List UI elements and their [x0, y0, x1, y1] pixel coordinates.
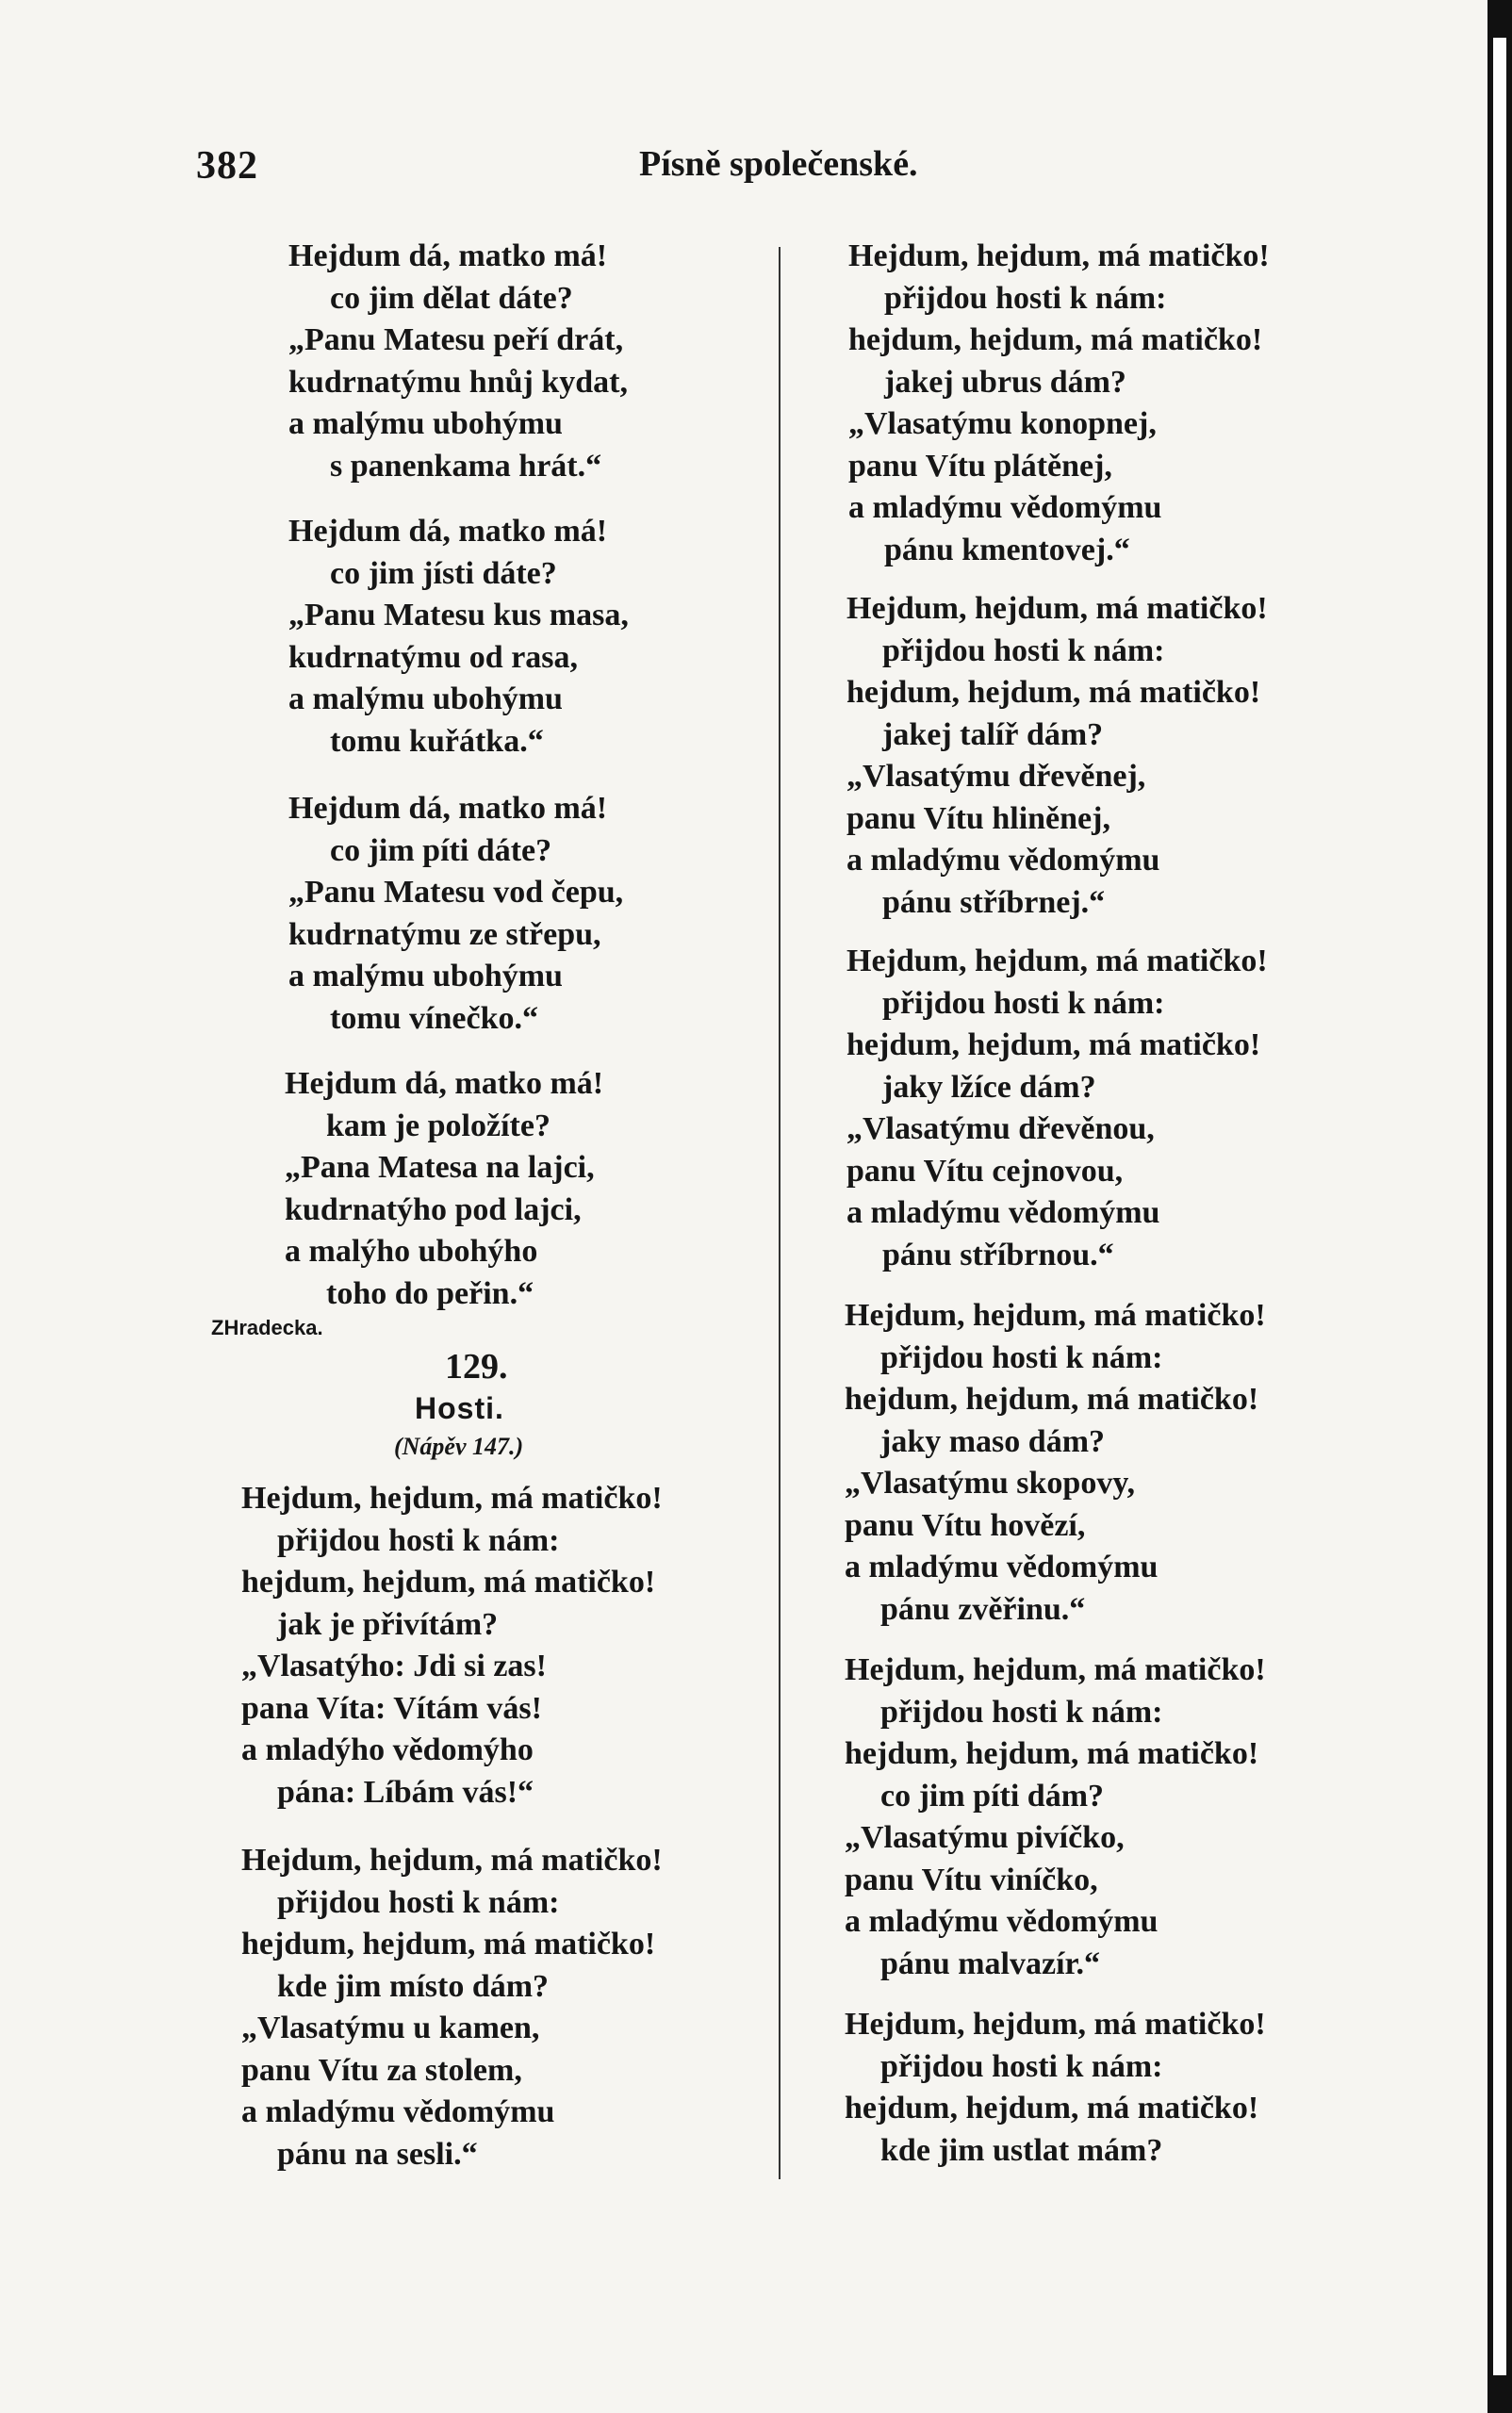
verse-line: a mladýmu vědomýmu [845, 1904, 1159, 1939]
verse-line: co jim jísti dáte? [330, 555, 557, 591]
verse-line: přijdou hosti k nám: [882, 985, 1165, 1021]
verse-line: a malýmu ubohýmu [288, 959, 563, 993]
page-number: 382 [196, 144, 258, 188]
verse-line: hejdum, hejdum, má matičko! [845, 1736, 1259, 1771]
verse-line: pána: Líbám vás!“ [277, 1774, 534, 1810]
verse-line: přijdou hosti k nám: [882, 632, 1165, 668]
verse-line: „Panu Matesu vod čepu, [288, 875, 624, 910]
verse-line: co jim píti dám? [880, 1778, 1105, 1814]
verse-line: hejdum, hejdum, má matičko! [848, 322, 1263, 357]
verse-line: „Vlasatýmu dřevěnej, [846, 759, 1146, 794]
verse-line: kudrnatýmu od rasa, [288, 639, 579, 675]
verse-line: Hejdum, hejdum, má matičko! [845, 1298, 1266, 1333]
verse-line: jakej ubrus dám? [884, 364, 1126, 400]
verse-line: jak je přivítám? [277, 1606, 499, 1642]
right-stanza [848, 236, 1270, 571]
verse-line: Hejdum dá, matko má! [285, 1066, 604, 1101]
verse-line: Hejdum, hejdum, má matičko! [845, 1652, 1266, 1687]
verse-line: „Panu Matesu kus masa, [288, 598, 629, 632]
verse-line: Hejdum, hejdum, má matičko! [241, 1843, 663, 1878]
verse-line: Hejdum, hejdum, má matičko! [846, 944, 1268, 978]
verse-line: pánu stříbrnou.“ [882, 1237, 1114, 1272]
verse-line: a malýmu ubohýmu [288, 406, 563, 441]
verse-line: pánu malvazír.“ [880, 1945, 1101, 1981]
right-stanza [845, 1650, 1266, 1985]
verse-line: panu Vítu hliněnej, [846, 800, 1110, 836]
verse-line: „Vlasatýmu dřevěnou, [846, 1111, 1155, 1146]
left-stanza [241, 1840, 663, 2175]
song-title: Hosti. [415, 1391, 504, 1425]
verse-line: a mladýmu vědomýmu [846, 1195, 1160, 1230]
verse-line: kudrnatýho pod lajci, [285, 1191, 582, 1227]
verse-line: přijdou hosti k nám: [880, 2048, 1163, 2084]
verse-line: panu Vítu hovězí, [845, 1507, 1086, 1543]
verse-line: hejdum, hejdum, má matičko! [846, 1027, 1261, 1062]
verse-line: a malýmu ubohýmu [288, 681, 563, 716]
verse-line: a mladýmu vědomýmu [846, 843, 1160, 878]
verse-line: tomu vínečko.“ [330, 1000, 538, 1036]
verse-line: „Vlasatýmu konopnej, [848, 406, 1157, 441]
scan-edge [1487, 0, 1512, 2413]
verse-line: Hejdum dá, matko má! [288, 514, 608, 549]
verse-line: a mladýho vědomýho [241, 1732, 534, 1767]
verse-line: a malýho ubohýho [285, 1234, 538, 1269]
verse-line: kde jim ustlat mám? [880, 2132, 1163, 2168]
left-stanza [288, 788, 623, 1040]
running-title: Písně společenské. [639, 144, 918, 184]
scan-edge-strip [1493, 38, 1506, 2375]
column-divider [779, 247, 781, 2179]
verse-line: jakej talíř dám? [882, 716, 1104, 752]
verse-line: kam je položíte? [326, 1108, 551, 1143]
verse-line: Hejdum, hejdum, má matičko! [241, 1481, 663, 1516]
verse-line: „Vlasatýho: Jdi si zas! [241, 1649, 547, 1683]
verse-line: pánu zvěřinu.“ [880, 1591, 1086, 1627]
verse-line: pánu kmentovej.“ [884, 532, 1130, 567]
verse-line: a mladýmu vědomýmu [848, 490, 1162, 525]
verse-line: panu Vítu cejnovou, [846, 1153, 1124, 1189]
right-stanza [846, 941, 1268, 1276]
verse-line: přijdou hosti k nám: [880, 1339, 1163, 1375]
verse-line: „Vlasatýmu skopovy, [845, 1466, 1135, 1501]
verse-line: a mladýmu vědomýmu [241, 2094, 555, 2129]
verse-line: hejdum, hejdum, má matičko! [241, 1927, 656, 1962]
verse-line: a mladýmu vědomýmu [845, 1550, 1159, 1584]
right-stanza [845, 1295, 1266, 1631]
verse-line: co jim píti dáte? [330, 832, 552, 868]
verse-line: přijdou hosti k nám: [277, 1884, 560, 1920]
verse-line: panu Vítu za stolem, [241, 2052, 522, 2088]
verse-line: panu Vítu plátěnej, [848, 448, 1112, 484]
verse-line: s panenkama hrát.“ [330, 448, 602, 484]
right-stanza [846, 588, 1268, 924]
song-number: 129. [445, 1347, 508, 1387]
right-stanza [845, 2004, 1266, 2172]
verse-line: panu Vítu viníčko, [845, 1862, 1098, 1897]
left-stanza [285, 1063, 603, 1315]
verse-line: hejdum, hejdum, má matičko! [845, 1382, 1259, 1417]
verse-line: jaky maso dám? [880, 1423, 1106, 1459]
verse-line: přijdou hosti k nám: [884, 280, 1167, 316]
verse-line: přijdou hosti k nám: [880, 1694, 1163, 1730]
verse-line: „Pana Matesa na lajci, [285, 1150, 595, 1185]
verse-line: Hejdum, hejdum, má matičko! [845, 2007, 1266, 2042]
verse-line: hejdum, hejdum, má matičko! [846, 675, 1261, 710]
left-stanza [288, 236, 628, 487]
verse-line: Hejdum dá, matko má! [288, 791, 608, 826]
verse-line: „Vlasatýmu u kamen, [241, 2011, 540, 2045]
song-melody: (Nápěv 147.) [394, 1433, 524, 1460]
verse-line: pánu na sesli.“ [277, 2136, 478, 2172]
verse-line: kudrnatýmu hnůj kydat, [288, 364, 628, 400]
verse-line: pánu stříbrnej.“ [882, 884, 1106, 920]
left-stanza [288, 511, 629, 763]
verse-line: hejdum, hejdum, má matičko! [241, 1565, 656, 1600]
left-stanza [241, 1478, 663, 1814]
verse-line: kudrnatýmu ze střepu, [288, 916, 601, 952]
verse-line: tomu kuřátka.“ [330, 723, 544, 759]
verse-line: pana Víta: Vítám vás! [241, 1690, 542, 1726]
verse-line: Hejdum, hejdum, má matičko! [848, 238, 1270, 273]
verse-line: hejdum, hejdum, má matičko! [845, 2091, 1259, 2126]
verse-line: Hejdum dá, matko má! [288, 238, 608, 273]
verse-line: kde jim místo dám? [277, 1968, 550, 2004]
verse-line: Hejdum, hejdum, má matičko! [846, 591, 1268, 626]
verse-line: jaky lžíce dám? [882, 1069, 1096, 1105]
verse-line: přijdou hosti k nám: [277, 1522, 560, 1558]
verse-line: „Panu Matesu peří drát, [288, 322, 624, 357]
song-source: ZHradecka. [211, 1316, 323, 1339]
verse-line: co jim dělat dáte? [330, 280, 573, 316]
verse-line: „Vlasatýmu pivíčko, [845, 1820, 1125, 1855]
verse-line: toho do peřin.“ [326, 1275, 534, 1311]
